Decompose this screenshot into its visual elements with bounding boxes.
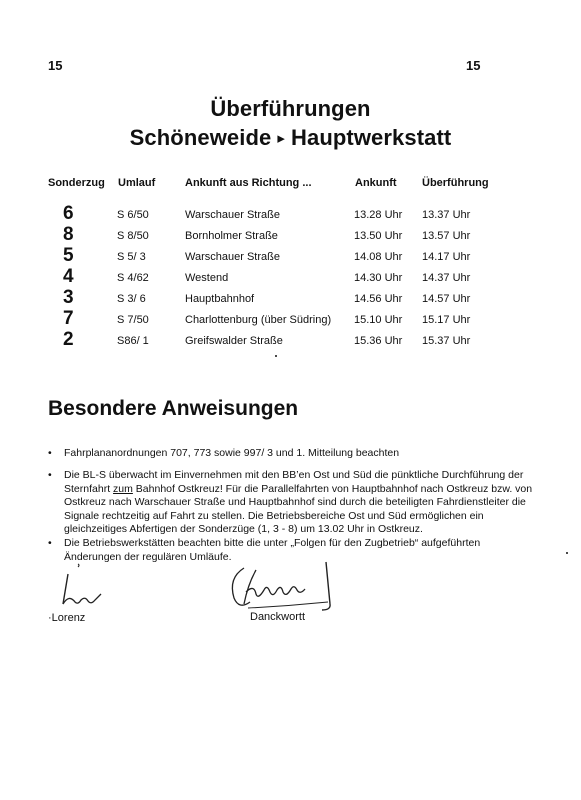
umlauf-cell: S 4/62 [117,272,149,284]
umlauf-cell: S 6/50 [117,209,149,221]
richtung-cell: Bornholmer Straße [185,230,278,242]
table-row [0,289,581,310]
umlauf-cell: S86/ 1 [117,335,149,347]
signatory-right: Danckwortt [250,611,306,623]
ankunft-cell: 15.10 Uhr [354,314,403,326]
title-origin: Schöneweide [129,125,272,150]
handwritten-signature-danckwortt [226,560,346,618]
richtung-cell: Hauptbahnhof [185,293,255,305]
bullet-icon: • [48,537,52,549]
ueberfuehrung-cell: 13.57 Uhr [422,230,471,242]
table-row [0,205,581,226]
sonderzug-number: 6 [63,203,74,224]
instruction-text-part: Bahnhof Ostkreuz! Für die Parallelfahrten von Hauptbahnhof nach Ostkreuz bzw. von Ostkreuz nach Warschauer Straße und Hauptbahnhof sind durch die beteiligten Fahrdienstleiter die Signale rechtzeitig auf Fahrt zu stellen. Die Betriebsbereiche Ost und Süd ermöglichen ein gleichzeitiges Abfertigen der Sonderzüge (1, 3 - 8) um 13.02 Uhr in Ostkreuz. [64,482,533,536]
arrow-right-icon: ▸ [277,130,285,147]
ankunft-cell: 13.28 Uhr [354,209,403,221]
title-destination: Hauptwerkstatt [291,125,452,150]
ueberfuehrung-cell: 15.37 Uhr [422,335,471,347]
list-item [48,447,538,461]
table-row [0,268,581,289]
handwritten-signature-lorenz [52,562,122,614]
signatory-left: ·Lorenz [48,612,86,624]
sonderzug-number: 3 [63,287,74,308]
umlauf-cell: S 7/50 [117,314,149,326]
ankunft-cell: 15.36 Uhr [354,335,403,347]
scan-speck [566,552,568,554]
page-number-left: 15 [48,58,63,73]
ankunft-cell: 14.56 Uhr [354,293,403,305]
underlined-word: zum [113,482,133,495]
header-ankunft: Ankunft [355,177,397,189]
ueberfuehrung-cell: 15.17 Uhr [422,314,471,326]
table-row [0,310,581,331]
header-sonderzug: Sonderzug [48,177,105,189]
richtung-cell: Greifswalder Straße [185,335,283,347]
scan-speck [275,355,277,357]
instruction-text: Fahrplananordnungen 707, 773 sowie 997/ 3 und 1. Mitteilung beachten [64,447,400,459]
ankunft-cell: 13.50 Uhr [354,230,403,242]
ankunft-cell: 14.30 Uhr [354,272,403,284]
sonderzug-number: 7 [63,308,74,329]
instruction-text [64,469,538,537]
richtung-cell: Warschauer Straße [185,251,280,263]
bullet-icon: • [48,447,52,459]
umlauf-cell: S 5/ 3 [117,251,146,263]
sonderzug-number: 8 [63,224,74,245]
table-row [0,247,581,268]
page-title-line1: Überführungen [210,96,371,121]
table-row [0,226,581,247]
page-number-right: 15 [466,58,481,73]
ueberfuehrung-cell: 14.57 Uhr [422,293,471,305]
richtung-cell: Charlottenburg (über Südring) [185,314,332,326]
ueberfuehrung-cell: 13.37 Uhr [422,209,471,221]
list-item [48,469,538,537]
header-umlauf: Umlauf [118,177,156,189]
header-richtung: Ankunft aus Richtung ... [185,177,312,189]
sonderzug-number: 5 [63,245,74,266]
instruction-text: Die Betriebswerkstätten beachten bitte die unter „Folgen für den Zugbetrieb“ aufgeführten Änderungen der regulären Umläufe. [64,537,481,563]
richtung-cell: Westend [185,272,229,284]
ueberfuehrung-cell: 14.17 Uhr [422,251,471,263]
ueberfuehrung-cell: 14.37 Uhr [422,272,471,284]
instruction-text-part: Die BL-S überwacht im Einvernehmen mit den BB’en Ost und Süd die pünktliche Durchführung der Sternfahrt [64,469,524,495]
richtung-cell: Warschauer Straße [185,209,280,221]
ankunft-cell: 14.08 Uhr [354,251,403,263]
page-title-line2 [0,125,581,151]
bullet-icon: • [48,469,52,481]
umlauf-cell: S 8/50 [117,230,149,242]
table-row [0,331,581,352]
header-ueberfuehrung: Überführung [422,177,489,189]
sonderzug-number: 2 [63,329,74,350]
section-heading: Besondere Anweisungen [48,397,299,420]
sonderzug-number: 4 [63,266,74,287]
umlauf-cell: S 3/ 6 [117,293,146,305]
